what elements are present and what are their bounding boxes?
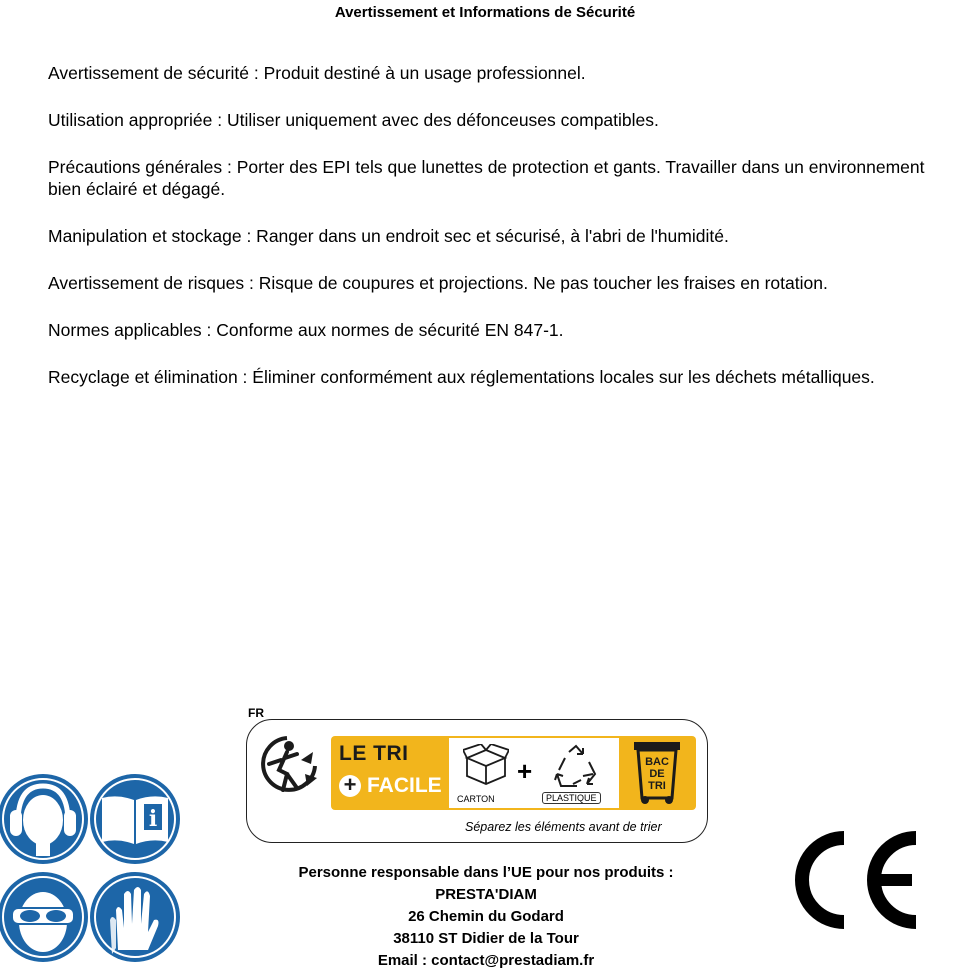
bac-text: BAC [645,756,669,768]
responsible-heading: Personne responsable dans l’UE pour nos produits : [298,864,674,881]
plastique-label: PLASTIQUE [542,792,601,804]
paragraph-standards: Normes applicables : Conforme aux normes de sécurité EN 847-1. [48,320,564,340]
city-address: 38110 ST Didier de la Tour [393,930,579,947]
tri-materials-panel [449,738,619,808]
tri-yellow-panel [331,736,696,810]
combine-plus-sign: + [517,756,533,786]
tri-language-label: FR [248,706,264,720]
ear-protection-icon [0,772,90,866]
street-address: 26 Chemin du Godard [408,908,564,925]
tri-plus-badge: + [339,775,361,797]
paragraph-appropriate-use: Utilisation appropriée : Utiliser uniquement avec des défonceuses compatibles. [48,110,659,130]
svg-text:i: i [148,806,158,832]
triman-icon [257,730,321,798]
paragraph-safety-warning: Avertissement de sécurité : Produit destiné à un usage professionnel. [48,63,586,83]
tri-title-line2: FACILE [367,774,442,797]
contact-email: Email : contact@prestadiam.fr [377,952,595,969]
paragraph-handling-storage: Manipulation et stockage : Ranger dans un endroit sec et sécurisé, à l'abri de l'humidité. [48,226,729,246]
triman-recycling-label [246,719,708,843]
read-manual-icon [88,772,182,866]
paragraph-recycling: Recyclage et élimination : Éliminer conformément aux réglementations locales sur les déchets métalliques. [48,367,875,387]
company-name: PRESTA'DIAM [435,886,537,903]
paragraph-general-precautions: Précautions générales : Porter des EPI tels que lunettes de protection et gants. Travailler dans un environnement bien éclairé et dégagé. [48,157,925,199]
tri-footer-note: Séparez les éléments avant de trier [465,820,662,834]
tri-title-line1: LE TRI [339,742,409,765]
eu-responsible-person [240,862,732,972]
eye-protection-icon [0,870,90,971]
tri-text: TRI [648,780,666,792]
bac-de-tri-bin-icon [630,740,684,806]
paragraph-risk-warning: Avertissement de risques : Risque de coupures et projections. Ne pas toucher les fraises en rotation. [48,273,828,293]
ce-mark-icon [786,830,926,930]
carton-label: CARTON [457,794,495,804]
page-title: Avertissement et Informations de Sécurité [334,4,636,21]
carton-box-icon [463,744,509,788]
de-text: DE [649,768,665,780]
recycling-symbol-icon [553,744,599,790]
gloves-icon [88,870,182,971]
safety-paragraphs [48,62,948,413]
